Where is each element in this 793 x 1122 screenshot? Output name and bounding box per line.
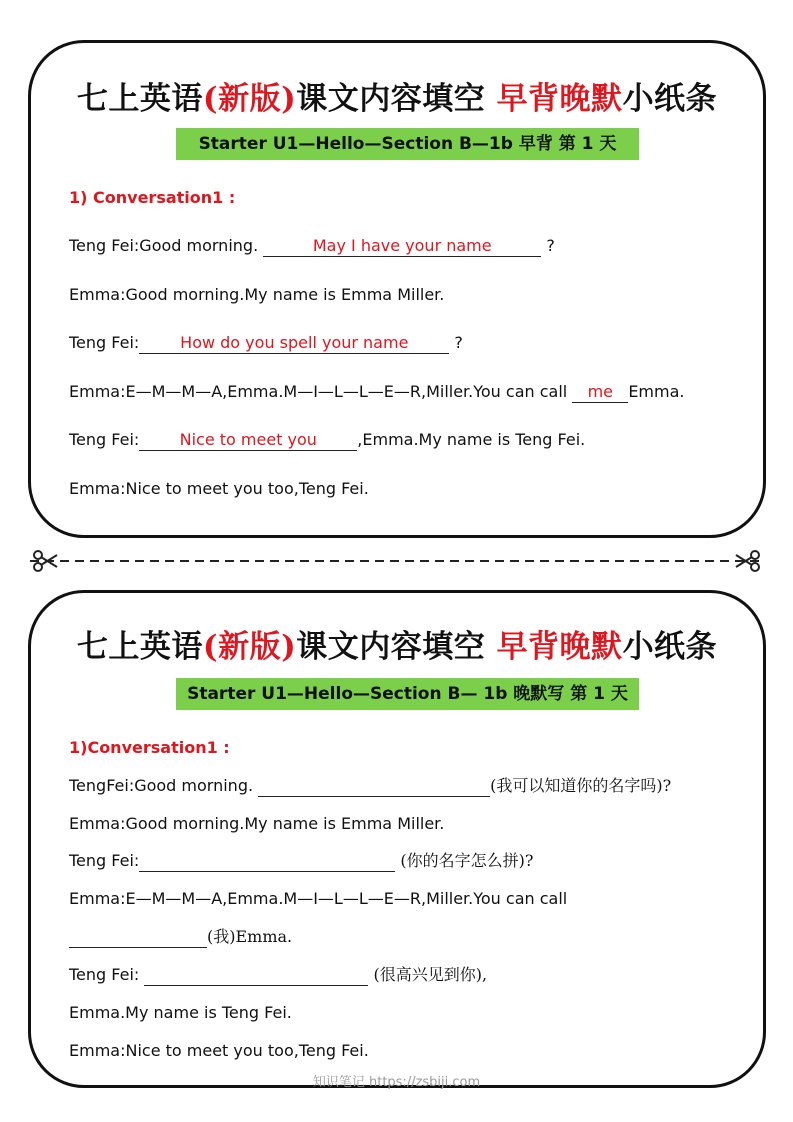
title-edition: (新版) bbox=[202, 81, 297, 117]
answer-blank: me bbox=[572, 382, 628, 403]
chinese-hint: (我可以知道你的名字吗)? bbox=[490, 776, 672, 795]
chinese-hint: (很高兴见到你), bbox=[368, 965, 488, 984]
answer-blank[interactable] bbox=[139, 871, 395, 872]
line-text: TengFei:Good morning. bbox=[69, 776, 259, 795]
cut-line-divider bbox=[30, 560, 763, 562]
answer-blank[interactable] bbox=[69, 947, 207, 948]
title-part: 七上英语 bbox=[76, 81, 203, 117]
dialogue-line bbox=[69, 429, 585, 451]
title-part: 七上英语 bbox=[76, 629, 203, 665]
title-highlight: 早背晚默 bbox=[496, 629, 623, 665]
dialogue-line: Emma:Good morning.My name is Emma Miller. bbox=[69, 814, 445, 833]
answer-blank: Nice to meet you bbox=[139, 430, 357, 451]
dialogue-line: Emma:Nice to meet you too,Teng Fei. bbox=[69, 1041, 369, 1060]
title-part: 小纸条 bbox=[622, 629, 718, 665]
dialogue-line bbox=[69, 850, 533, 872]
title-part: 课文内容填空 bbox=[296, 81, 497, 117]
dialogue-line bbox=[69, 964, 487, 986]
chinese-hint: (我)Emma. bbox=[207, 927, 293, 946]
chinese-hint: (你的名字怎么拼)? bbox=[395, 851, 534, 870]
dialogue-line: Emma:Nice to meet you too,Teng Fei. bbox=[69, 479, 369, 498]
section-banner: Starter U1—Hello—Section B— 1b 晚默写 第 1 天 bbox=[176, 678, 639, 710]
dialogue-line bbox=[69, 381, 684, 403]
dialogue-line bbox=[69, 332, 463, 354]
line-text: Teng Fei: bbox=[69, 851, 140, 870]
dialogue-line: Emma:Good morning.My name is Emma Miller. bbox=[69, 285, 445, 304]
title-part: 课文内容填空 bbox=[296, 629, 497, 665]
card-title bbox=[31, 73, 763, 118]
study-card-evening bbox=[28, 590, 766, 1088]
dialogue-line bbox=[69, 235, 555, 257]
line-text: Teng Fei: bbox=[69, 333, 140, 352]
dialogue-line: Emma.My name is Teng Fei. bbox=[69, 1003, 292, 1022]
line-text: ? bbox=[541, 236, 555, 255]
line-text: Emma:E—M—M—A,Emma.M—I—L—L—E—R,Miller.You can call bbox=[69, 382, 573, 401]
answer-blank[interactable] bbox=[144, 985, 368, 986]
study-card-morning bbox=[28, 40, 766, 538]
dialogue-line bbox=[69, 775, 671, 797]
line-text: ,Emma.My name is Teng Fei. bbox=[357, 430, 586, 449]
answer-blank: How do you spell your name bbox=[139, 333, 449, 354]
conversation-heading: 1) Conversation1 : bbox=[69, 188, 236, 207]
scissors-icon bbox=[32, 548, 58, 574]
title-edition: (新版) bbox=[202, 629, 297, 665]
section-banner: Starter U1—Hello—Section B—1b 早背 第 1 天 bbox=[176, 128, 639, 160]
title-part: 小纸条 bbox=[622, 81, 718, 117]
line-text: Teng Fei: bbox=[69, 430, 140, 449]
dialogue-line: Emma:E—M—M—A,Emma.M—I—L—L—E—R,Miller.You can call bbox=[69, 889, 568, 908]
answer-blank: May I have your name bbox=[263, 236, 541, 257]
card-title bbox=[31, 621, 763, 666]
line-text: Teng Fei: bbox=[69, 965, 145, 984]
answer-blank[interactable] bbox=[258, 796, 490, 797]
title-highlight: 早背晚默 bbox=[496, 81, 623, 117]
line-text: Emma. bbox=[628, 382, 685, 401]
conversation-heading: 1)Conversation1 : bbox=[69, 738, 230, 757]
scissors-icon bbox=[735, 548, 761, 574]
dialogue-line bbox=[69, 926, 292, 948]
line-text: ? bbox=[449, 333, 463, 352]
footer-watermark: 知识笔记 https://zsbiji.com bbox=[312, 1075, 481, 1090]
line-text: Teng Fei:Good morning. bbox=[69, 236, 264, 255]
